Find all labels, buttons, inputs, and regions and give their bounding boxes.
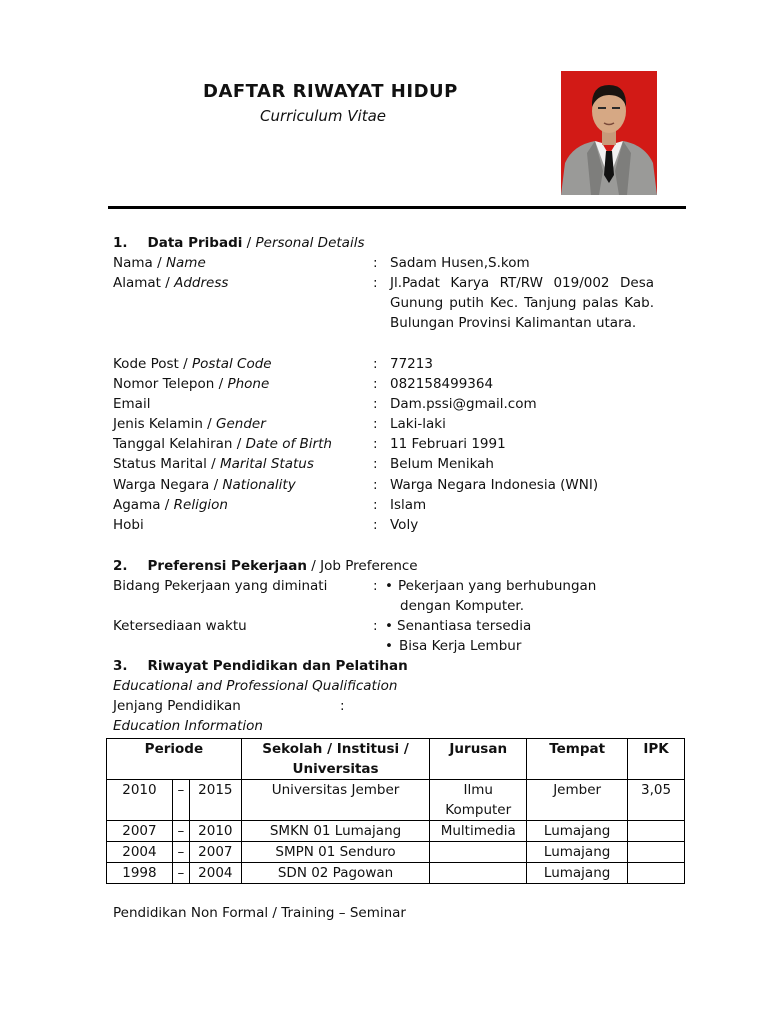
label-education-info: Education Information	[113, 718, 263, 734]
colon: :	[373, 477, 378, 493]
cell-to: 2015	[189, 780, 241, 821]
cell-from: 2010	[107, 780, 173, 821]
cell-to: 2004	[189, 863, 241, 884]
document-title: DAFTAR RIWAYAT HIDUP	[203, 81, 458, 102]
bullet-icon: •	[385, 618, 393, 634]
document-subtitle: Curriculum Vitae	[260, 107, 387, 125]
bullet-icon: •	[385, 578, 393, 594]
value-postal-code: 77213	[390, 356, 433, 372]
cell-major	[430, 842, 527, 863]
label-email: Email	[113, 396, 151, 412]
cell-major: Multimedia	[430, 821, 527, 842]
colon: :	[373, 416, 378, 432]
cell-school: Universitas Jember	[241, 780, 429, 821]
cell-place: Lumajang	[527, 863, 628, 884]
colon: :	[373, 376, 378, 392]
value-religion: Islam	[390, 497, 427, 513]
header-major: Jurusan	[430, 739, 527, 780]
value-gender: Laki-laki	[390, 416, 446, 432]
colon: :	[373, 517, 378, 533]
cell-from: 2004	[107, 842, 173, 863]
cell-school: SMPN 01 Senduro	[241, 842, 429, 863]
value-date-of-birth: 11 Februari 1991	[390, 436, 506, 452]
colon: :	[373, 578, 378, 594]
bullet-icon: •	[385, 638, 393, 654]
header-periode: Periode	[107, 739, 242, 780]
colon: :	[373, 396, 378, 412]
label-education-level: Jenjang Pendidikan	[113, 698, 241, 714]
colon: :	[373, 618, 378, 634]
cell-dash: –	[172, 821, 189, 842]
header-place: Tempat	[527, 739, 628, 780]
profile-photo	[561, 71, 657, 195]
section-1-heading: 1. Data Pribadi / Personal Details	[113, 235, 365, 251]
label-name: Nama / Name	[113, 255, 206, 271]
table-header-row	[107, 739, 685, 780]
value-phone: 082158499364	[390, 376, 494, 392]
label-marital-status: Status Marital / Marital Status	[113, 456, 314, 472]
colon: :	[340, 698, 345, 714]
cell-dash: –	[172, 842, 189, 863]
table-row	[107, 863, 685, 884]
cell-major	[430, 863, 527, 884]
value-job-field-line2: dengan Komputer.	[400, 598, 525, 614]
label-postal-code: Kode Post / Postal Code	[113, 356, 272, 372]
section-3-heading: 3. Riwayat Pendidikan dan Pelatihan	[113, 658, 408, 674]
table-row	[107, 780, 685, 821]
colon: :	[373, 436, 378, 452]
cell-gpa	[628, 842, 685, 863]
cell-place: Jember	[527, 780, 628, 821]
colon: :	[373, 255, 378, 271]
label-religion: Agama / Religion	[113, 497, 228, 513]
value-name: Sadam Husen,S.kom	[390, 255, 530, 271]
label-job-field: Bidang Pekerjaan yang diminati	[113, 578, 328, 594]
cell-to: 2010	[189, 821, 241, 842]
cell-dash: –	[172, 863, 189, 884]
label-nationality: Warga Negara / Nationality	[113, 477, 296, 493]
cell-school: SMKN 01 Lumajang	[241, 821, 429, 842]
label-date-of-birth: Tanggal Kelahiran / Date of Birth	[113, 436, 332, 452]
cell-major: Ilmu Komputer	[430, 780, 527, 821]
table-row	[107, 842, 685, 863]
table-row	[107, 821, 685, 842]
cell-gpa	[628, 821, 685, 842]
cell-dash: –	[172, 780, 189, 821]
colon: :	[373, 356, 378, 372]
value-availability-2: Bisa Kerja Lembur	[399, 638, 522, 654]
section-3-subtitle: Educational and Professional Qualification	[113, 678, 398, 694]
label-gender: Jenis Kelamin / Gender	[113, 416, 266, 432]
section-2-heading: 2. Preferensi Pekerjaan / Job Preference	[113, 558, 418, 574]
education-table	[106, 738, 685, 884]
header-divider	[108, 206, 686, 209]
value-job-field-line1: Pekerjaan yang berhubungan	[398, 578, 597, 594]
colon: :	[373, 456, 378, 472]
colon: :	[373, 497, 378, 513]
label-hobby: Hobi	[113, 517, 144, 533]
cell-to: 2007	[189, 842, 241, 863]
cell-from: 2007	[107, 821, 173, 842]
cell-from: 1998	[107, 863, 173, 884]
value-email: Dam.pssi@gmail.com	[390, 396, 537, 412]
cell-gpa: 3,05	[628, 780, 685, 821]
label-availability: Ketersediaan waktu	[113, 618, 247, 634]
value-nationality: Warga Negara Indonesia (WNI)	[390, 477, 599, 493]
cell-gpa	[628, 863, 685, 884]
colon: :	[373, 275, 378, 291]
header-gpa: IPK	[628, 739, 685, 780]
header-school: Sekolah / Institusi / Universitas	[241, 739, 429, 780]
cell-school: SDN 02 Pagowan	[241, 863, 429, 884]
value-address: Jl.Padat Karya RT/RW 019/002 Desa Gunung putih Kec. Tanjung palas Kab. Bulungan Provinsi Kalimantan utara.	[390, 275, 654, 332]
value-availability-1: Senantiasa tersedia	[397, 618, 532, 634]
value-hobby: Voly	[390, 517, 419, 533]
label-phone: Nomor Telepon / Phone	[113, 376, 270, 392]
label-address: Alamat / Address	[113, 275, 229, 291]
value-marital-status: Belum Menikah	[390, 456, 494, 472]
cell-place: Lumajang	[527, 821, 628, 842]
nonformal-education-heading: Pendidikan Non Formal / Training – Seminar	[113, 905, 406, 921]
cell-place: Lumajang	[527, 842, 628, 863]
